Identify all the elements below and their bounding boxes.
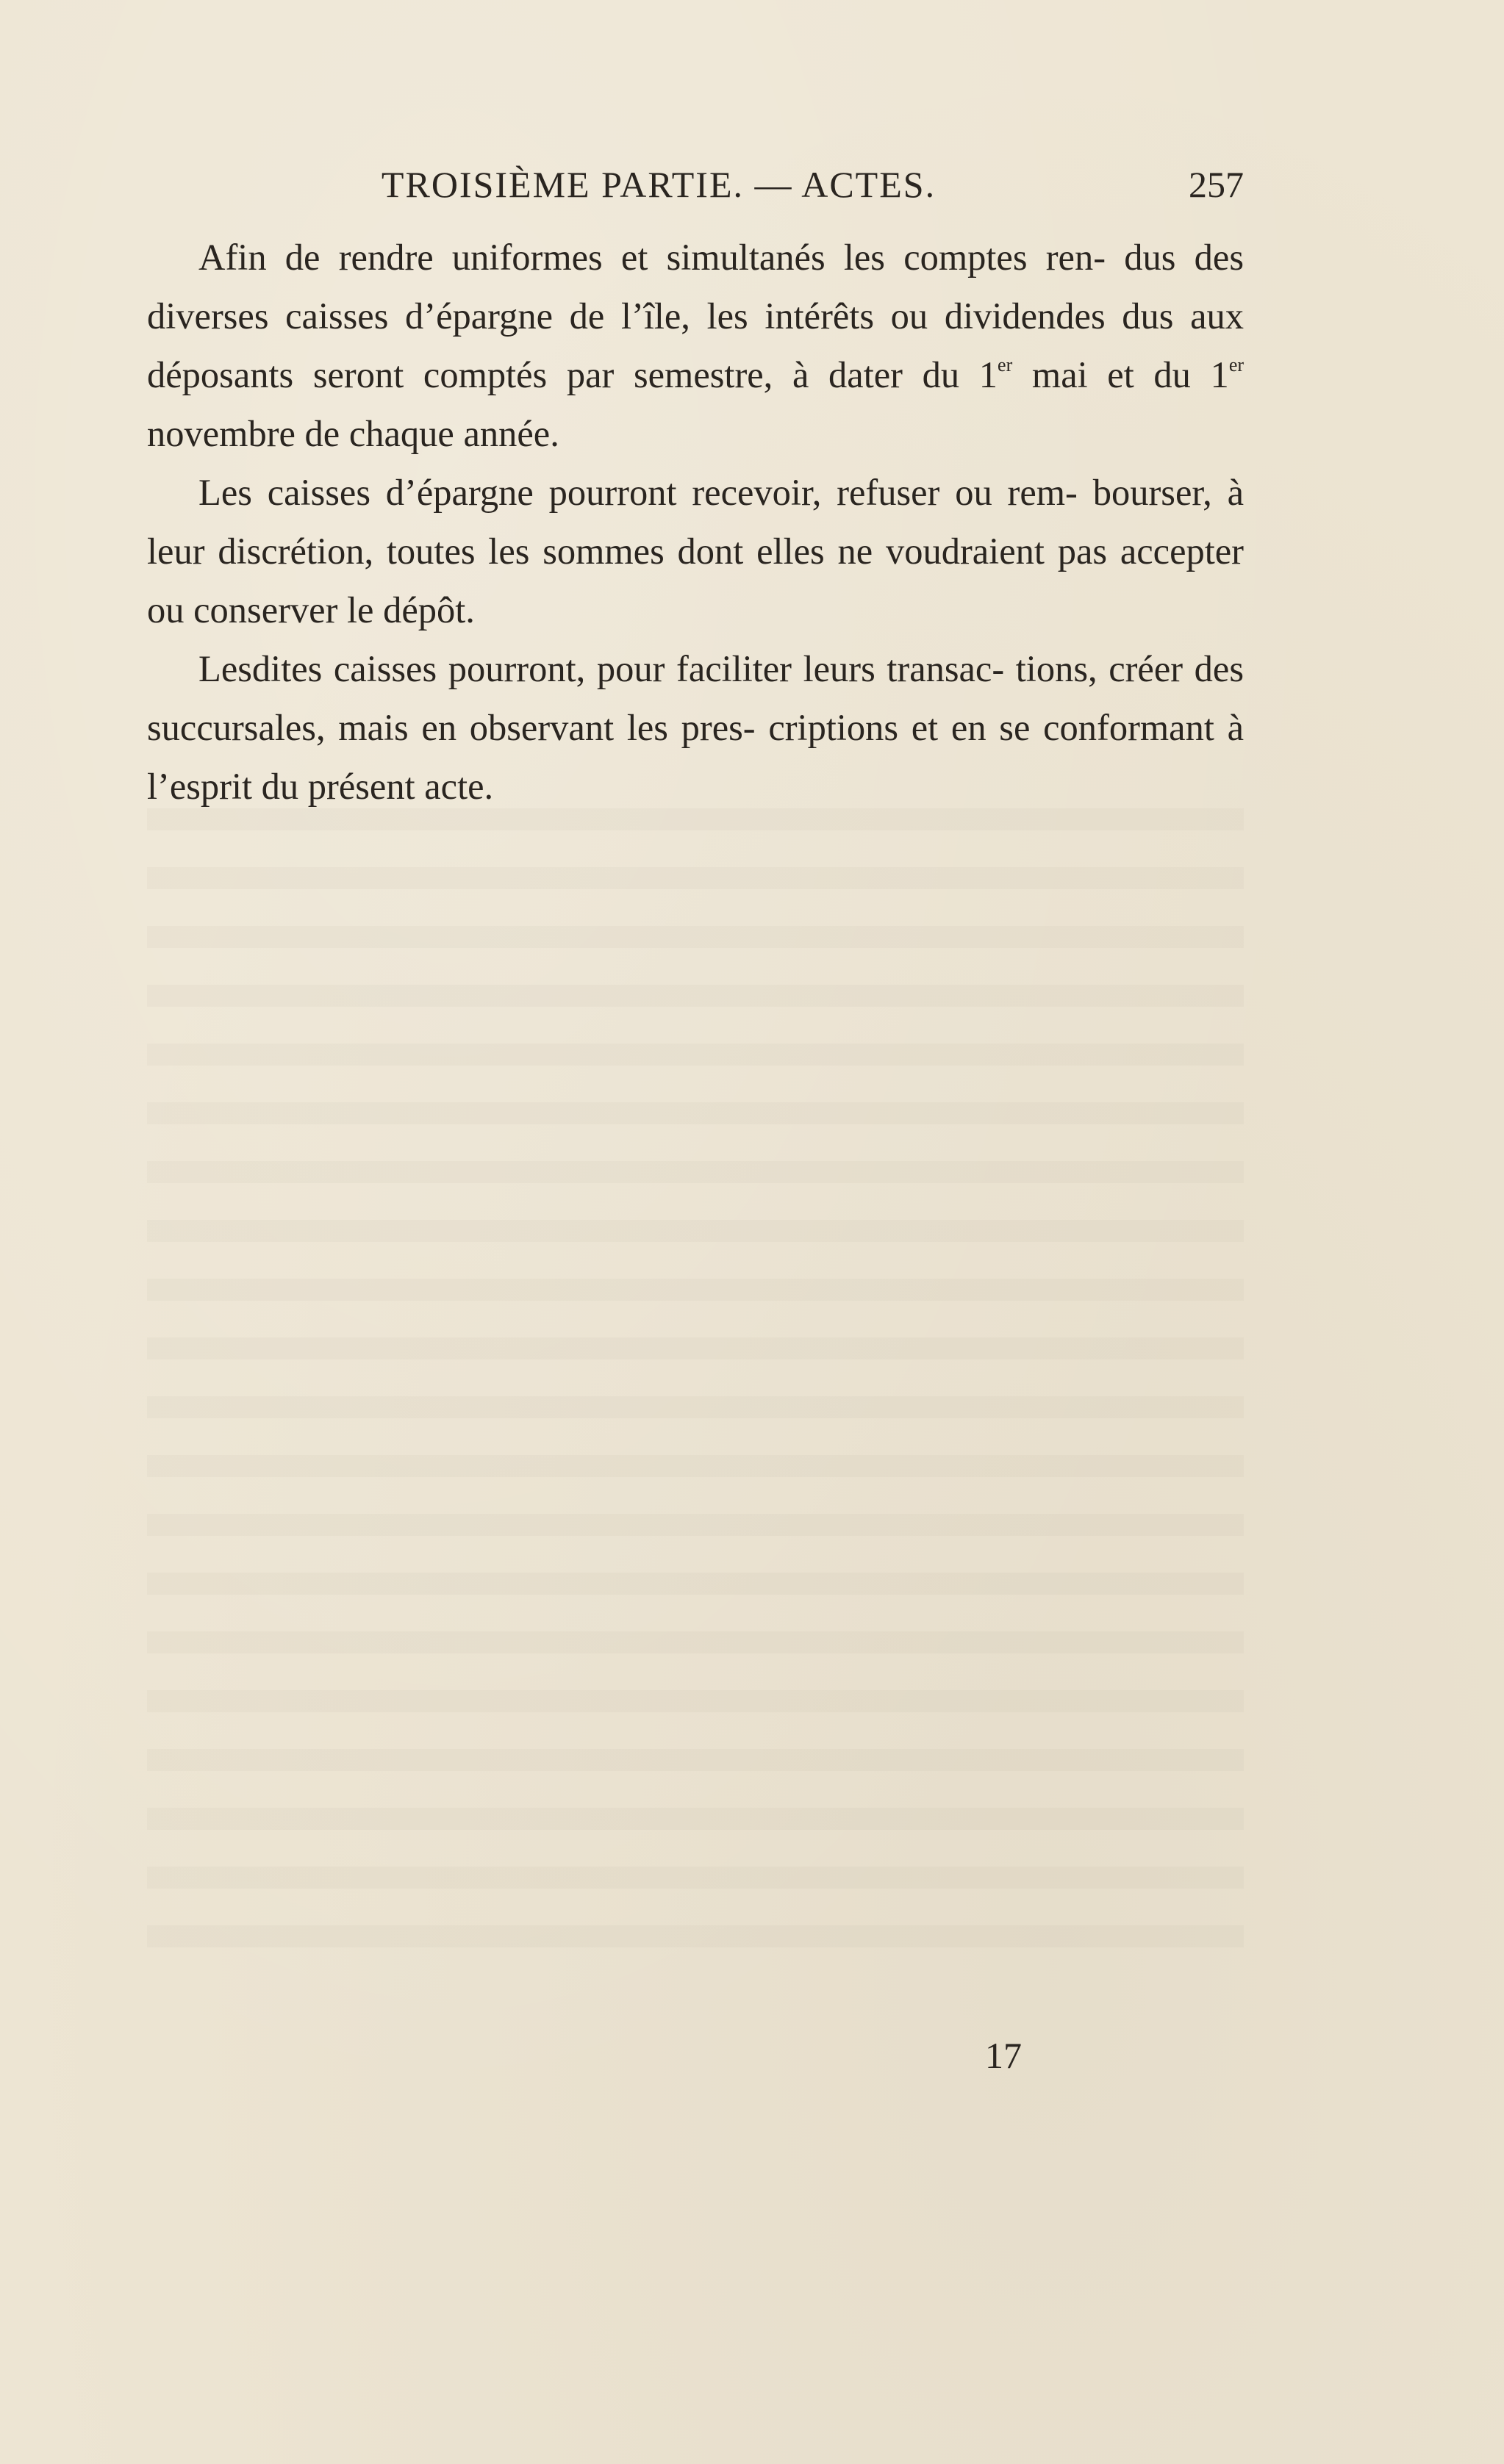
paragraph-3-line-2: tions, créer des succursales, mais en observant les pres- — [147, 648, 1244, 748]
date-text-1: à dater du 1 — [792, 354, 998, 395]
paragraph-2-line-3: voudraient pas accepter ou conserver le dépôt. — [147, 531, 1244, 631]
ordinal-superscript-2: er — [1228, 354, 1245, 376]
paragraph-1-line-2: dus des diverses caisses d’épargne de l’île, les intérêts ou — [147, 237, 1244, 337]
show-through-background — [147, 808, 1244, 1984]
body-text — [147, 228, 1244, 816]
running-head — [147, 163, 1244, 215]
paragraph-2-line-2: bourser, à leur discrétion, toutes les sommes dont elles ne — [147, 472, 1245, 572]
paragraph-3-line-3: criptions et en se conformant à l’esprit du présent acte. — [147, 707, 1244, 807]
paragraph-1-line-1: Afin de rendre uniformes et simultanés les comptes ren- — [198, 237, 1106, 278]
running-title: TROISIÈME PARTIE. — ACTES. — [381, 164, 937, 205]
date-text-2: mai et du 1 — [1012, 354, 1229, 395]
ordinal-superscript-1: er — [998, 354, 1013, 376]
paragraph-2 — [147, 463, 1244, 639]
paragraph-1-line-3: dividendes dus aux déposants seront comptés par semestre, — [147, 295, 1245, 395]
date-text-3: novembre de chaque année. — [147, 413, 559, 454]
page-number: 257 — [1189, 164, 1244, 205]
signature-mark: 17 — [985, 2035, 1022, 2076]
paragraph-1 — [147, 228, 1244, 463]
paragraph-3-line-1: Lesdites caisses pourront, pour faciliter leurs transac- — [198, 648, 1005, 689]
paragraph-2-line-1: Les caisses d’épargne pourront recevoir, refuser ou rem- — [198, 472, 1078, 513]
paragraph-3 — [147, 639, 1244, 816]
